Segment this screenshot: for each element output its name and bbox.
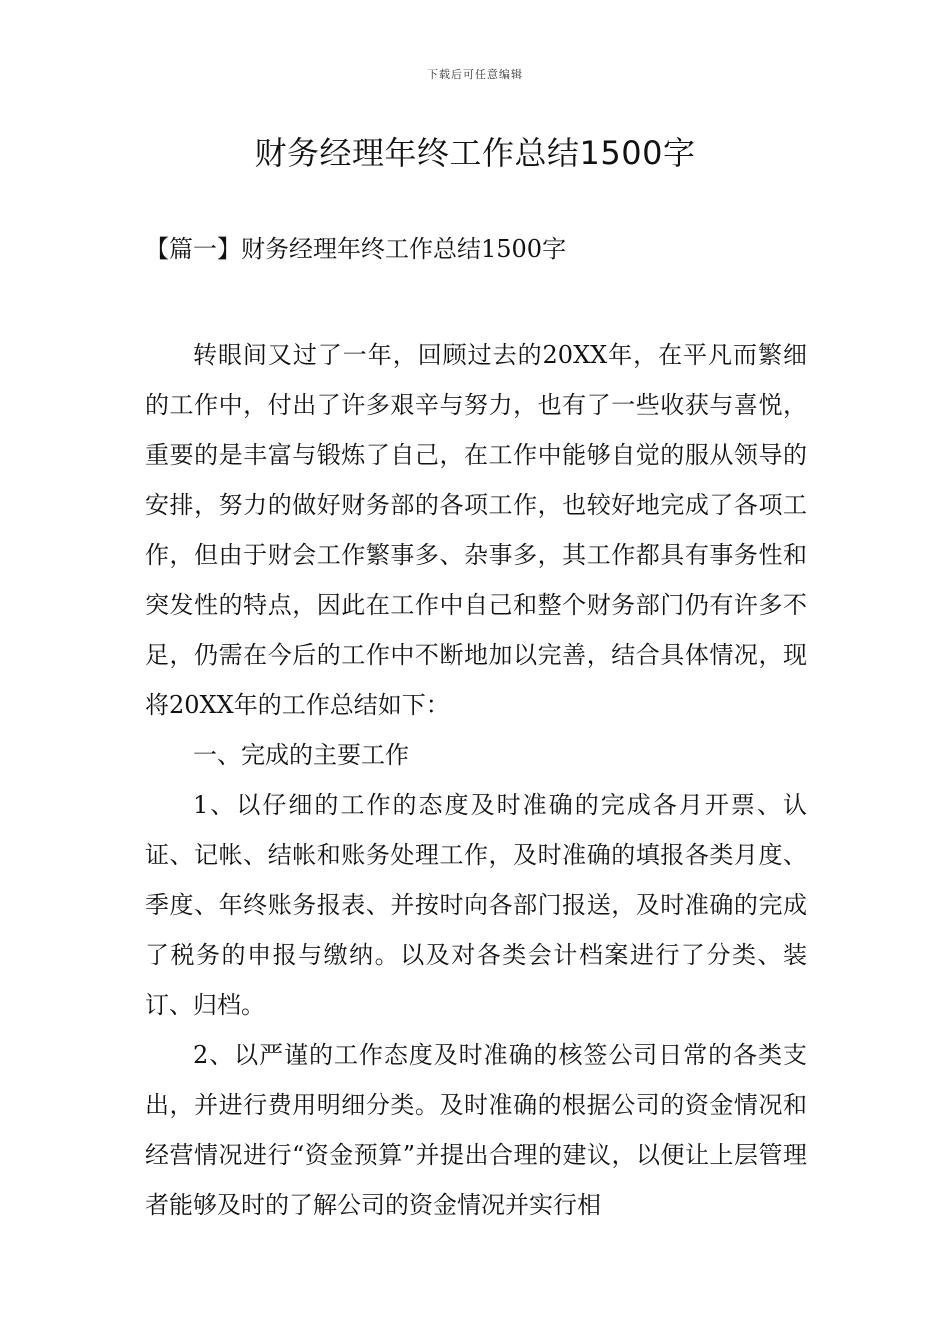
section-heading: 【篇一】财务经理年终工作总结1500字	[145, 235, 567, 263]
paragraph-item-1: 1、以仔细的工作的态度及时准确的完成各月开票、认证、记帐、结帐和账务处理工作，及时准确的填报各类月度、季度、年终账务报表、并按时向各部门报送，及时准确的完成了税务的申报与缴纳。以及对各类会计档案进行了分类、装订、归档。	[145, 791, 807, 1019]
paragraph-subheading-main-work: 一、完成的主要工作	[193, 741, 409, 769]
paragraph-intro: 转眼间又过了一年，回顾过去的20XX年，在平凡而繁细的工作中，付出了许多艰辛与努力，也有了一些收获与喜悦，重要的是丰富与锻炼了自己，在工作中能够自觉的服从领导的安排，努力的做好财务部的各项工作，也较好地完成了各项工作，但由于财会工作繁事多、杂事多，其工作都具有事务性和突发性的特点，因此在工作中自己和整个财务部门仍有许多不足，仍需在今后的工作中不断地加以完善，结合具体情况，现将20XX年的工作总结如下：	[145, 341, 807, 719]
paragraph-item-2: 2、以严谨的工作态度及时准确的核签公司日常的各类支出，并进行费用明细分类。及时准确的根据公司的资金情况和经营情况进行“资金预算”并提出合理的建议，以便让上层管理者能够及时的了解公司的资金情况并实行相	[145, 1041, 807, 1219]
page-header-note: 下载后可任意编辑	[427, 68, 523, 81]
document-body	[145, 330, 807, 1230]
document-title: 财务经理年终工作总结1500字	[254, 134, 696, 172]
